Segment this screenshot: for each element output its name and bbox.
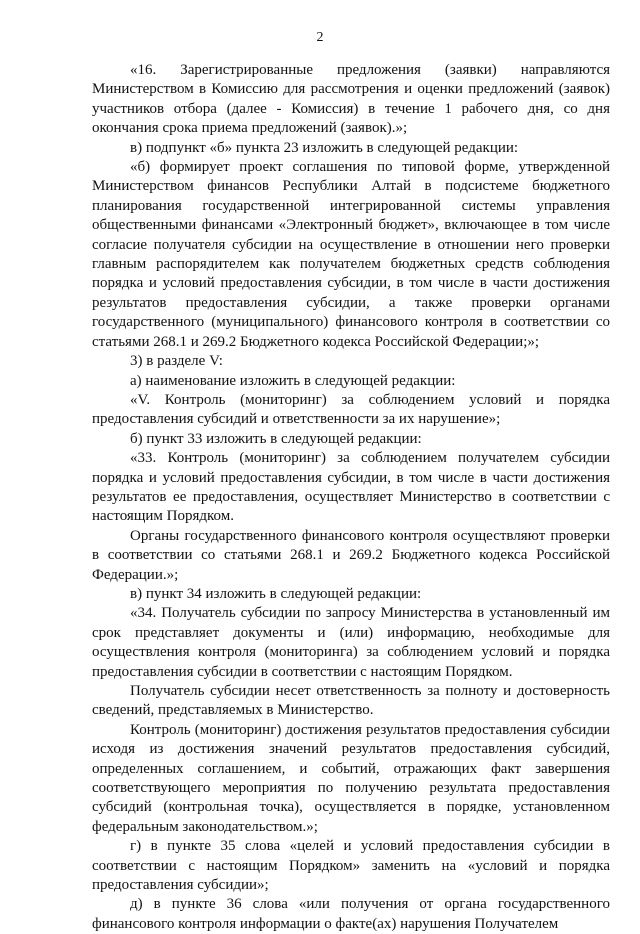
- paragraph-amend-35: г) в пункте 35 слова «целей и условий предоставления субсидии в соответствии с настоящим Порядком» заменить на «условий и порядка предоставления субсидии»;: [92, 838, 610, 894]
- paragraph-section-v-a: а) наименование изложить в следующей редакции:: [130, 372, 456, 389]
- paragraph-amend-36: д) в пункте 36 слова «или получения от органа государственного финансового контроля информации о факте(ах) нарушения Получателем: [92, 896, 610, 932]
- paragraph-amend-34: в) пункт 34 изложить в следующей редакции:: [130, 585, 422, 602]
- paragraph-16: «16. Зарегистрированные предложения (заявки) направляются Министерством в Комиссию для рассмотрения и оценки предложений (заявок) участников отбора (далее - Комиссия) в течение 1 рабочего дня, со дня окончания срока приема предложений (заявок).»;: [92, 62, 610, 137]
- paragraph-34-responsibility: Получатель субсидии несет ответственность за полноту и достоверность сведений, представляемых в Министерство.: [92, 683, 610, 719]
- paragraph-amend-23: в) подпункт «б» пункта 23 изложить в следующей редакции:: [130, 139, 519, 156]
- paragraph-34-monitoring: Контроль (мониторинг) достижения результатов предоставления субсидии исходя из достижения значений результатов предоставления субсидий, определенных соглашением, и событий, отражающих факт завершения соответствующего мероприятия по получению результата предоставления субсидий (контрольная точка), осуществляется в порядке, установленном федеральным законодательством.»;: [92, 721, 610, 835]
- paragraph-section-v-title: «V. Контроль (мониторинг) за соблюдением условий и порядка предоставления субсидий и ответственности за их нарушение»;: [92, 391, 610, 428]
- paragraph-23b: «б) формирует проект соглашения по типовой форме, утвержденной Министерством финансов Республики Алтай в подсистеме бюджетного планирования государственной интегрированной системы управления общественными финансами «Электронный бюджет», включающее в том числе согласие получателя субсидии на осуществление в отношении него проверки главным распорядителем как получателем бюджетных средств соблюдения порядка и условий предоставления субсидии, в том числе в части достижения результатов предоставления субсидии, а также проверки органами государственного (муниципального) финансового контроля в соответствии со статьями 268.1 и 269.2 Бюджетного кодекса Российской Федерации;»;: [92, 159, 610, 350]
- document-body: [92, 61, 610, 934]
- paragraph-34: «34. Получатель субсидии по запросу Министерства в установленный им срок представляет документы и (или) информацию, необходимые для осуществления контроля (мониторинга) за соблюдением условий и порядка предоставления субсидии в соответствии с настоящим Порядком.: [92, 605, 610, 680]
- paragraph-33: «33. Контроль (мониторинг) за соблюдением получателем субсидии порядка и условий предоставления субсидии, в том числе в части достижения результатов ее предоставления, осуществляет Министерство в соответствии с настоящим Порядком.: [92, 450, 610, 525]
- page-number: 2: [316, 30, 324, 45]
- paragraph-33-control: Органы государственного финансового контроля осуществляют проверки в соответствии со статьями 268.1 и 269.2 Бюджетного кодекса Российской Федерации.»;: [92, 527, 610, 583]
- paragraph-amend-33: б) пункт 33 изложить в следующей редакции:: [130, 430, 422, 447]
- paragraph-section-v: 3) в разделе V:: [130, 353, 223, 370]
